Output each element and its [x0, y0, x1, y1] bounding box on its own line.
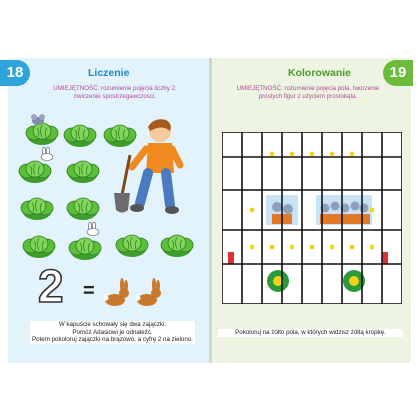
right-instruction: Pokoloruj na żółto pola, w których widzisz żółtą kropkę.: [218, 329, 403, 337]
rabbit-icon: [134, 278, 164, 308]
right-skill-line: UMIEJĘTNOŚĆ: rozumienie pojęcia pola, tworzenie: [236, 85, 380, 92]
equals-sign: =: [83, 280, 95, 302]
cabbage: [160, 232, 194, 258]
cabbage: [22, 233, 56, 259]
boy-illustration: [110, 115, 190, 220]
right-skill-text: [228, 85, 388, 100]
left-skill-line: ćwiczenie spostrzegawczości.: [73, 92, 157, 100]
cabbage: [20, 195, 54, 221]
cabbage: [115, 232, 149, 258]
cabbage: [18, 158, 52, 184]
cabbage: [68, 235, 102, 261]
left-instruction-line: Potem pokoloruj zajączki na brązowo, a cyfrę 2 na zielono.: [32, 336, 193, 344]
left-instruction: [30, 321, 195, 344]
coloring-grid: [222, 132, 402, 304]
head-light: [382, 252, 388, 264]
left-instruction-line: Pomóż Adasiowi je odnaleźć.: [72, 328, 153, 336]
cabbage: [66, 195, 100, 221]
left-skill-line: UMIEJĘTNOŚĆ: rozumienie pojęcia liczby 2,: [53, 85, 177, 92]
tail-light: [228, 252, 234, 264]
rabbit-icon: [38, 147, 56, 161]
right-skill-line: prostych figur z użyciem prostokąta.: [258, 92, 358, 100]
digit-two: 2: [38, 260, 64, 312]
page-number-right: 19: [383, 60, 413, 86]
cabbage: [66, 158, 100, 184]
page-gutter: [209, 58, 212, 363]
left-page-title: Liczenie: [88, 67, 130, 79]
page-number-left: 18: [0, 60, 30, 86]
wheel: [267, 270, 289, 292]
right-page-title: Kolorowanie: [288, 67, 352, 79]
left-instruction-line: W kapuście schowały się dwa zajączki.: [58, 321, 167, 328]
rabbit-icon: [84, 222, 102, 236]
left-skill-text: [40, 85, 190, 100]
rabbit-icon: [102, 278, 132, 308]
cabbage: [63, 122, 97, 148]
mouse-icon: [30, 113, 46, 125]
